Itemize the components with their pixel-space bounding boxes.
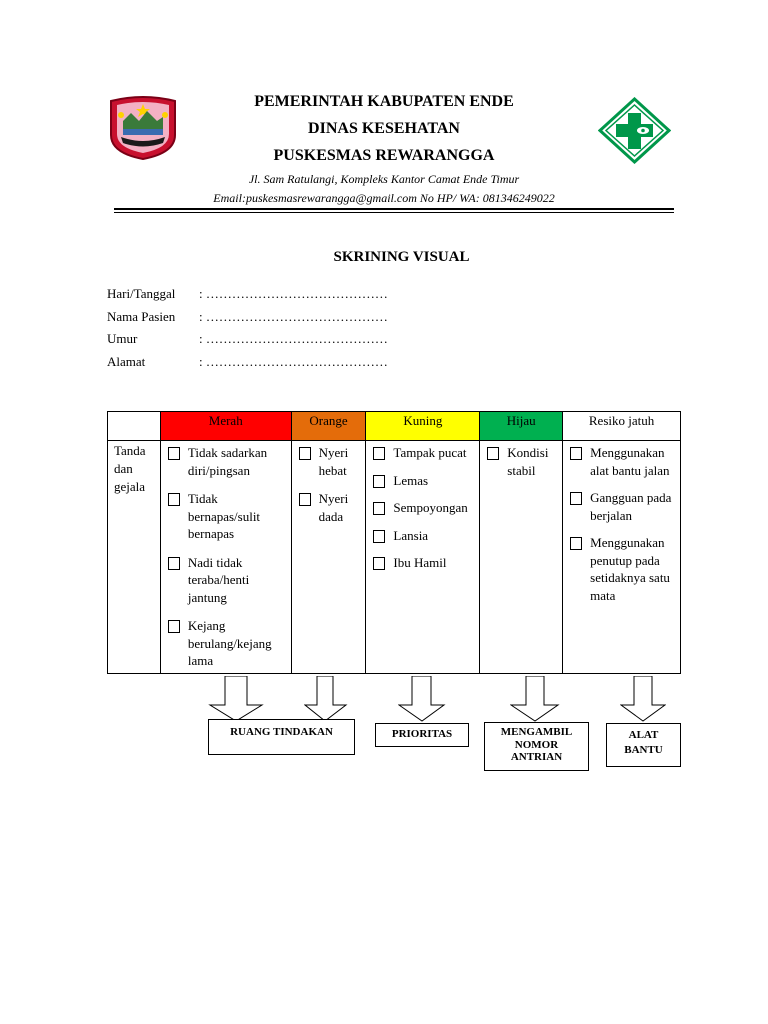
header-department: DINAS KESEHATAN	[308, 120, 460, 137]
field-label-address: Alamat	[107, 354, 146, 369]
checkbox[interactable]	[373, 475, 385, 488]
arrow-down-icon	[398, 676, 446, 722]
checklist-item	[569, 489, 678, 524]
checklist-item	[167, 444, 289, 479]
checklist-item	[569, 444, 678, 479]
merah-list	[161, 441, 291, 673]
checkbox[interactable]	[373, 557, 385, 570]
checkbox[interactable]	[570, 492, 582, 505]
field-value-address[interactable]: : ……………………………………	[199, 354, 388, 369]
checkbox[interactable]	[487, 447, 499, 460]
header-rule-thin	[114, 212, 674, 213]
dest-ruang-tindakan: RUANG TINDAKAN	[208, 719, 355, 755]
arrow-down-icon	[208, 676, 264, 722]
checklist-item-label: Lansia	[393, 527, 429, 543]
checklist-item	[569, 534, 678, 604]
checklist-item-label: Tampak pucat	[393, 445, 467, 460]
triage-table	[107, 411, 681, 674]
checklist-item-label: Menggunakan alat bantu jalan	[590, 445, 670, 478]
header-resiko: Resiko jatuh	[563, 412, 681, 441]
resiko-list	[563, 441, 680, 673]
field-label-date: Hari/Tanggal	[107, 286, 176, 301]
checklist-item-label: Kondisi stabil	[507, 445, 549, 478]
checklist-item-label: Nyeri hebat	[318, 445, 349, 478]
checkbox[interactable]	[299, 447, 311, 460]
checklist-item-label: Sempoyongan	[393, 500, 468, 515]
checkbox[interactable]	[373, 530, 385, 543]
checklist-item-label: Nyeri dada	[318, 491, 349, 524]
field-value-name[interactable]: : ……………………………………	[199, 309, 388, 324]
checklist-item	[298, 490, 364, 525]
checkbox[interactable]	[168, 557, 180, 570]
checklist-item-label: Tidak bernapas/sulit bernapas	[187, 491, 261, 541]
checklist-item-label: Lemas	[393, 472, 429, 488]
checklist-item	[167, 490, 289, 543]
checklist-item-label: Gangguan pada berjalan	[590, 490, 672, 523]
field-value-date[interactable]: : ……………………………………	[199, 286, 388, 301]
checkbox[interactable]	[373, 447, 385, 460]
checklist-item	[372, 444, 477, 462]
header-government: PEMERINTAH KABUPATEN ENDE	[254, 93, 514, 110]
arrow-down-icon	[510, 676, 560, 722]
field-label-age: Umur	[107, 331, 138, 346]
header-merah: Merah	[160, 412, 291, 441]
header-orange: Orange	[291, 412, 366, 441]
checklist-item	[372, 472, 477, 490]
arrow-down-icon	[620, 676, 666, 722]
row-label: Tanda dan gejala	[114, 443, 146, 494]
checkbox[interactable]	[373, 502, 385, 515]
header-address: Jl. Sam Ratulangi, Kompleks Kantor Camat Ende Timur	[248, 172, 520, 186]
checklist-item	[372, 499, 477, 517]
checkbox[interactable]	[570, 447, 582, 460]
checklist-item	[372, 527, 477, 545]
hijau-list	[480, 441, 562, 673]
checklist-item	[298, 444, 364, 479]
checklist-item-label: Nadi tidak teraba/henti jantung	[187, 554, 250, 605]
checklist-item-label: Tidak sadarkan diri/pingsan	[187, 445, 268, 478]
document-title: SKRINING VISUAL	[333, 249, 470, 265]
dest-mengambil-antrian: MENGAMBIL NOMOR ANTRIAN	[484, 722, 589, 771]
field-value-age[interactable]: : ……………………………………	[199, 331, 388, 346]
checkbox[interactable]	[168, 620, 180, 633]
orange-list	[292, 441, 366, 673]
arrow-down-icon	[304, 676, 348, 722]
checklist-item-label: Ibu Hamil	[393, 555, 447, 570]
checkbox[interactable]	[299, 493, 311, 506]
checklist-item	[167, 554, 289, 607]
checklist-item-label: Menggunakan penutup pada setidaknya satu mata	[590, 535, 670, 603]
checkbox[interactable]	[168, 447, 180, 460]
checkbox[interactable]	[570, 537, 582, 550]
checklist-item-label: Kejang berulang/kejang lama	[187, 618, 272, 668]
dest-prioritas: PRIORITAS	[375, 723, 469, 747]
field-label-name: Nama Pasien	[107, 309, 176, 324]
header-contact: Email:puskesmasrewarangga@gmail.com No HP/ WA: 081346249022	[213, 191, 555, 205]
dest-alat-bantu: ALAT BANTU	[606, 723, 681, 767]
checkbox[interactable]	[168, 493, 180, 506]
header-rule-thick	[114, 208, 674, 210]
header-kuning: Kuning	[366, 412, 480, 441]
header-hijau: Hijau	[480, 412, 563, 441]
header-puskesmas: PUSKESMAS REWARANGGA	[273, 147, 495, 164]
header-empty	[108, 412, 161, 441]
kuning-list	[366, 441, 479, 673]
checklist-item	[486, 444, 560, 479]
checklist-item	[372, 554, 477, 572]
checklist-item	[167, 617, 289, 670]
